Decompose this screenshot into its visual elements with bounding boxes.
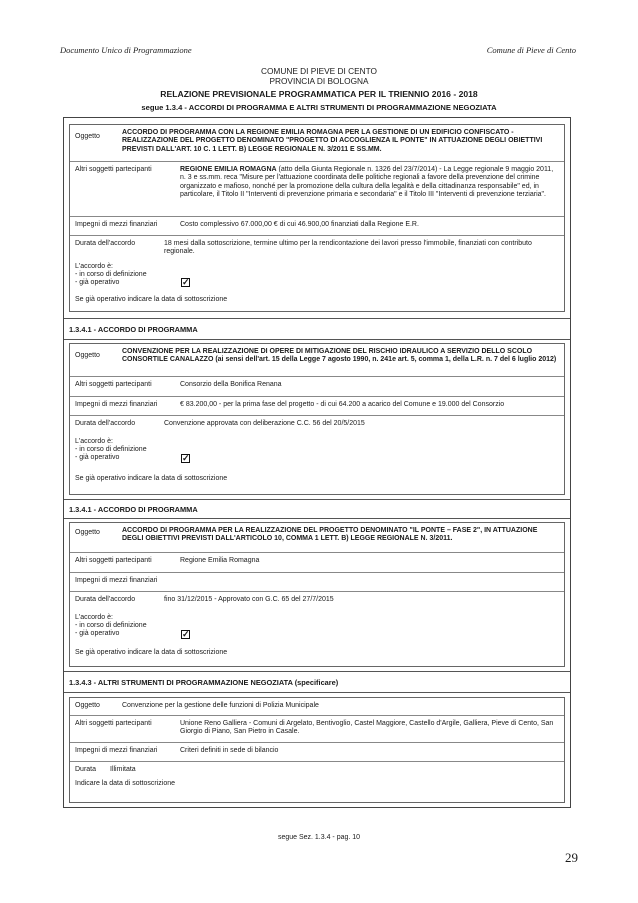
row-altri-soggetti — [70, 162, 564, 217]
value-durata: Convenzione approvata con deliberazione C.C. 56 del 20/5/2015 — [164, 420, 365, 427]
row-oggetto — [70, 125, 564, 162]
label-oggetto: Oggetto — [75, 352, 100, 359]
row-oggetto — [70, 698, 564, 716]
agreement-block-1 — [69, 124, 565, 312]
checkbox-gia-operativo[interactable]: ✓ — [182, 453, 190, 463]
value-oggetto: ACCORDO DI PROGRAMMA CON LA REGIONE EMILIA ROMAGNA PER LA GESTIONE DI UN EDIFICIO CONFISCATO - REALIZZAZIONE DEL PROGETTO DENOMINATO "PROGETTO DI ACCOGLIENZA IL PONTE" IN ATTUAZIONE DEGLI OBIETTIVI PREVISTI DALL'ART. 10 C. 1 LETT. B) LEGGE REGIONALE N. 3/2011 E SS.MM. — [122, 129, 543, 153]
title-relazione: RELAZIONE PREVISIONALE PROGRAMMATICA PER IL TRIENNIO 2016 - 2018 — [160, 89, 478, 99]
value-impegni: € 83.200,00 - per la prima fase del progetto - di cui 64.200 a acarico del Comune e 19.000 del Consorzio — [180, 401, 505, 408]
status-in-corso: - in corso di definizione — [75, 271, 147, 278]
page-number: 29 — [565, 850, 578, 865]
title-section: segue 1.3.4 - ACCORDI DI PROGRAMMA E ALTRI STRUMENTI DI PROGRAMMAZIONE NEGOZIATA — [141, 103, 497, 112]
section-divider-2 — [64, 318, 570, 340]
row-altri-soggetti — [70, 377, 564, 397]
label-oggetto: Oggetto — [75, 133, 100, 140]
running-header-right: Comune di Pieve di Cento — [486, 45, 576, 55]
status-gia-operativo: - già operativo — [75, 279, 120, 286]
title-provincia: PROVINCIA DI BOLOGNA — [269, 75, 369, 86]
label-se-gia-operativo: Se già operativo indicare la data di sottoscrizione — [75, 475, 228, 482]
label-durata: Durata dell'accordo — [75, 420, 136, 427]
section-title-4: 1.3.4.3 - ALTRI STRUMENTI DI PROGRAMMAZIONE NEGOZIATA (specificare) — [69, 678, 339, 687]
section-title-3: 1.3.4.1 - ACCORDO DI PROGRAMMA — [69, 505, 198, 514]
row-altri-soggetti — [70, 716, 564, 743]
row-altri-soggetti — [70, 553, 564, 573]
agreement-block-3 — [69, 522, 565, 667]
row-oggetto — [70, 344, 564, 377]
row-durata — [70, 416, 564, 494]
value-impegni: Criteri definiti in sede di bilancio — [180, 747, 279, 754]
label-altri-soggetti: Altri soggetti partecipanti — [75, 166, 152, 173]
value-oggetto: CONVENZIONE PER LA REALIZZAZIONE DI OPERE DI MITIGAZIONE DEL RISCHIO IDRAULICO A SERVIZIO DELLO SCOLO CONSORTILE CANALAZZO (ai sensi dell'art. 15 della Legge 7 agosto 1990, n. 241e art. 5, comma 1, della L.R. n. 7 del 6 luglio 2012) — [122, 348, 557, 364]
row-durata — [70, 236, 564, 311]
row-oggetto — [70, 523, 564, 553]
checkbox-gia-operativo[interactable]: ✓ — [182, 277, 190, 287]
value-oggetto: ACCORDO DI PROGRAMMA PER LA REALIZZAZIONE DEL PROGETTO DENOMINATO "IL PONTE – FASE 2", IN ATTUAZIONE DEGLI OBIETTIVI PREVISTI DALL'ARTICOLO 10, COMMA 1 LETT. B) LEGGE REGIONALE N. 3/2011. — [122, 527, 538, 543]
label-durata: Durata dell'accordo — [75, 240, 136, 247]
row-durata — [70, 762, 564, 802]
row-durata — [70, 592, 564, 666]
value-durata: Illimitata — [110, 766, 136, 773]
value-altri-bold: REGIONE EMILIA ROMAGNA — [180, 166, 277, 173]
label-durata: Durata — [75, 766, 97, 773]
form-frame — [63, 117, 571, 808]
label-altri-soggetti: Altri soggetti partecipanti — [75, 381, 152, 388]
label-se-gia-operativo: Se già operativo indicare la data di sottoscrizione — [75, 296, 228, 303]
label-impegni: Impegni di mezzi finanziari — [75, 577, 158, 584]
status-in-corso: - in corso di definizione — [75, 446, 147, 453]
section-divider-3 — [64, 499, 570, 519]
checkbox-gia-operativo[interactable]: ✓ — [182, 629, 190, 639]
label-altri-soggetti: Altri soggetti partecipanti — [75, 720, 152, 727]
status-gia-operativo: - già operativo — [75, 454, 120, 461]
value-durata: 18 mesi dalla sottoscrizione, termine ultimo per la rendicontazione dei lavori presso l'immobile, finanziati con contributo regionale. — [164, 240, 532, 256]
status-gia-operativo: - già operativo — [75, 630, 120, 637]
label-oggetto: Oggetto — [75, 529, 100, 536]
value-oggetto: Convenzione per la gestione delle funzioni di Polizia Municipale — [122, 702, 319, 709]
label-altri-soggetti: Altri soggetti partecipanti — [75, 557, 152, 564]
value-altri-soggetti — [180, 166, 558, 200]
status-in-corso: - in corso di definizione — [75, 622, 147, 629]
accordo-status-label: L'accordo è: — [75, 438, 113, 445]
value-durata: fino 31/12/2015 - Approvato con G.C. 65 del 27/7/2015 — [164, 596, 334, 603]
label-oggetto: Oggetto — [75, 702, 100, 709]
value-altri-soggetti: Unione Reno Galliera - Comuni di Argelato, Bentivoglio, Castel Maggiore, Castello d'Argile, Galliera, Pieve di Cento, San Giorgio di Piano, San Pietro in Casale. — [180, 720, 554, 736]
value-impegni: Costo complessivo 67.000,00 € di cui 46.900,00 finanziati dalla Regione E.R. — [180, 221, 419, 228]
section-title-2: 1.3.4.1 - ACCORDO DI PROGRAMMA — [69, 325, 198, 334]
value-altri-soggetti: Consorzio della Bonifica Renana — [180, 381, 282, 388]
label-impegni: Impegni di mezzi finanziari — [75, 401, 158, 408]
accordo-status-label: L'accordo è: — [75, 614, 113, 621]
row-impegni — [70, 217, 564, 236]
value-altri-text: (atto della Giunta Regionale n. 1326 del 23/7/2014) - La Legge regionale 9 maggio 2011, n. 3 e ss.mm. reca "Misure per l'attuazione coordinata delle politiche regionali a favore della prevenzione del crimine organizzato e mafioso, nonché per la promozione della cultura della legalità e della cittadinanza responsabile" ed, in particolare, il Titolo II "Interventi di prevenzione primaria e secondaria" e il Titolo III "Interventi di prevenzione terziaria". — [180, 166, 554, 199]
row-impegni — [70, 573, 564, 592]
continuation-note: segue Sez. 1.3.4 - pag. 10 — [277, 834, 361, 841]
row-impegni — [70, 397, 564, 416]
label-impegni: Impegni di mezzi finanziari — [75, 747, 158, 754]
title-comune: COMUNE DI PIEVE DI CENTO — [260, 66, 378, 76]
agreement-block-2 — [69, 343, 565, 495]
row-impegni — [70, 743, 564, 762]
accordo-status-label: L'accordo è: — [75, 263, 113, 270]
section-divider-4 — [64, 671, 570, 693]
agreement-block-4 — [69, 697, 565, 803]
label-durata: Durata dell'accordo — [75, 596, 136, 603]
label-indicare-data: Indicare la data di sottoscrizione — [75, 780, 175, 787]
value-altri-soggetti: Regione Emilia Romagna — [180, 557, 260, 564]
report-title-block — [0, 67, 638, 112]
label-impegni: Impegni di mezzi finanziari — [75, 221, 158, 228]
running-header-left: Documento Unico di Programmazione — [60, 45, 192, 55]
label-se-gia-operativo: Se già operativo indicare la data di sottoscrizione — [75, 649, 228, 656]
